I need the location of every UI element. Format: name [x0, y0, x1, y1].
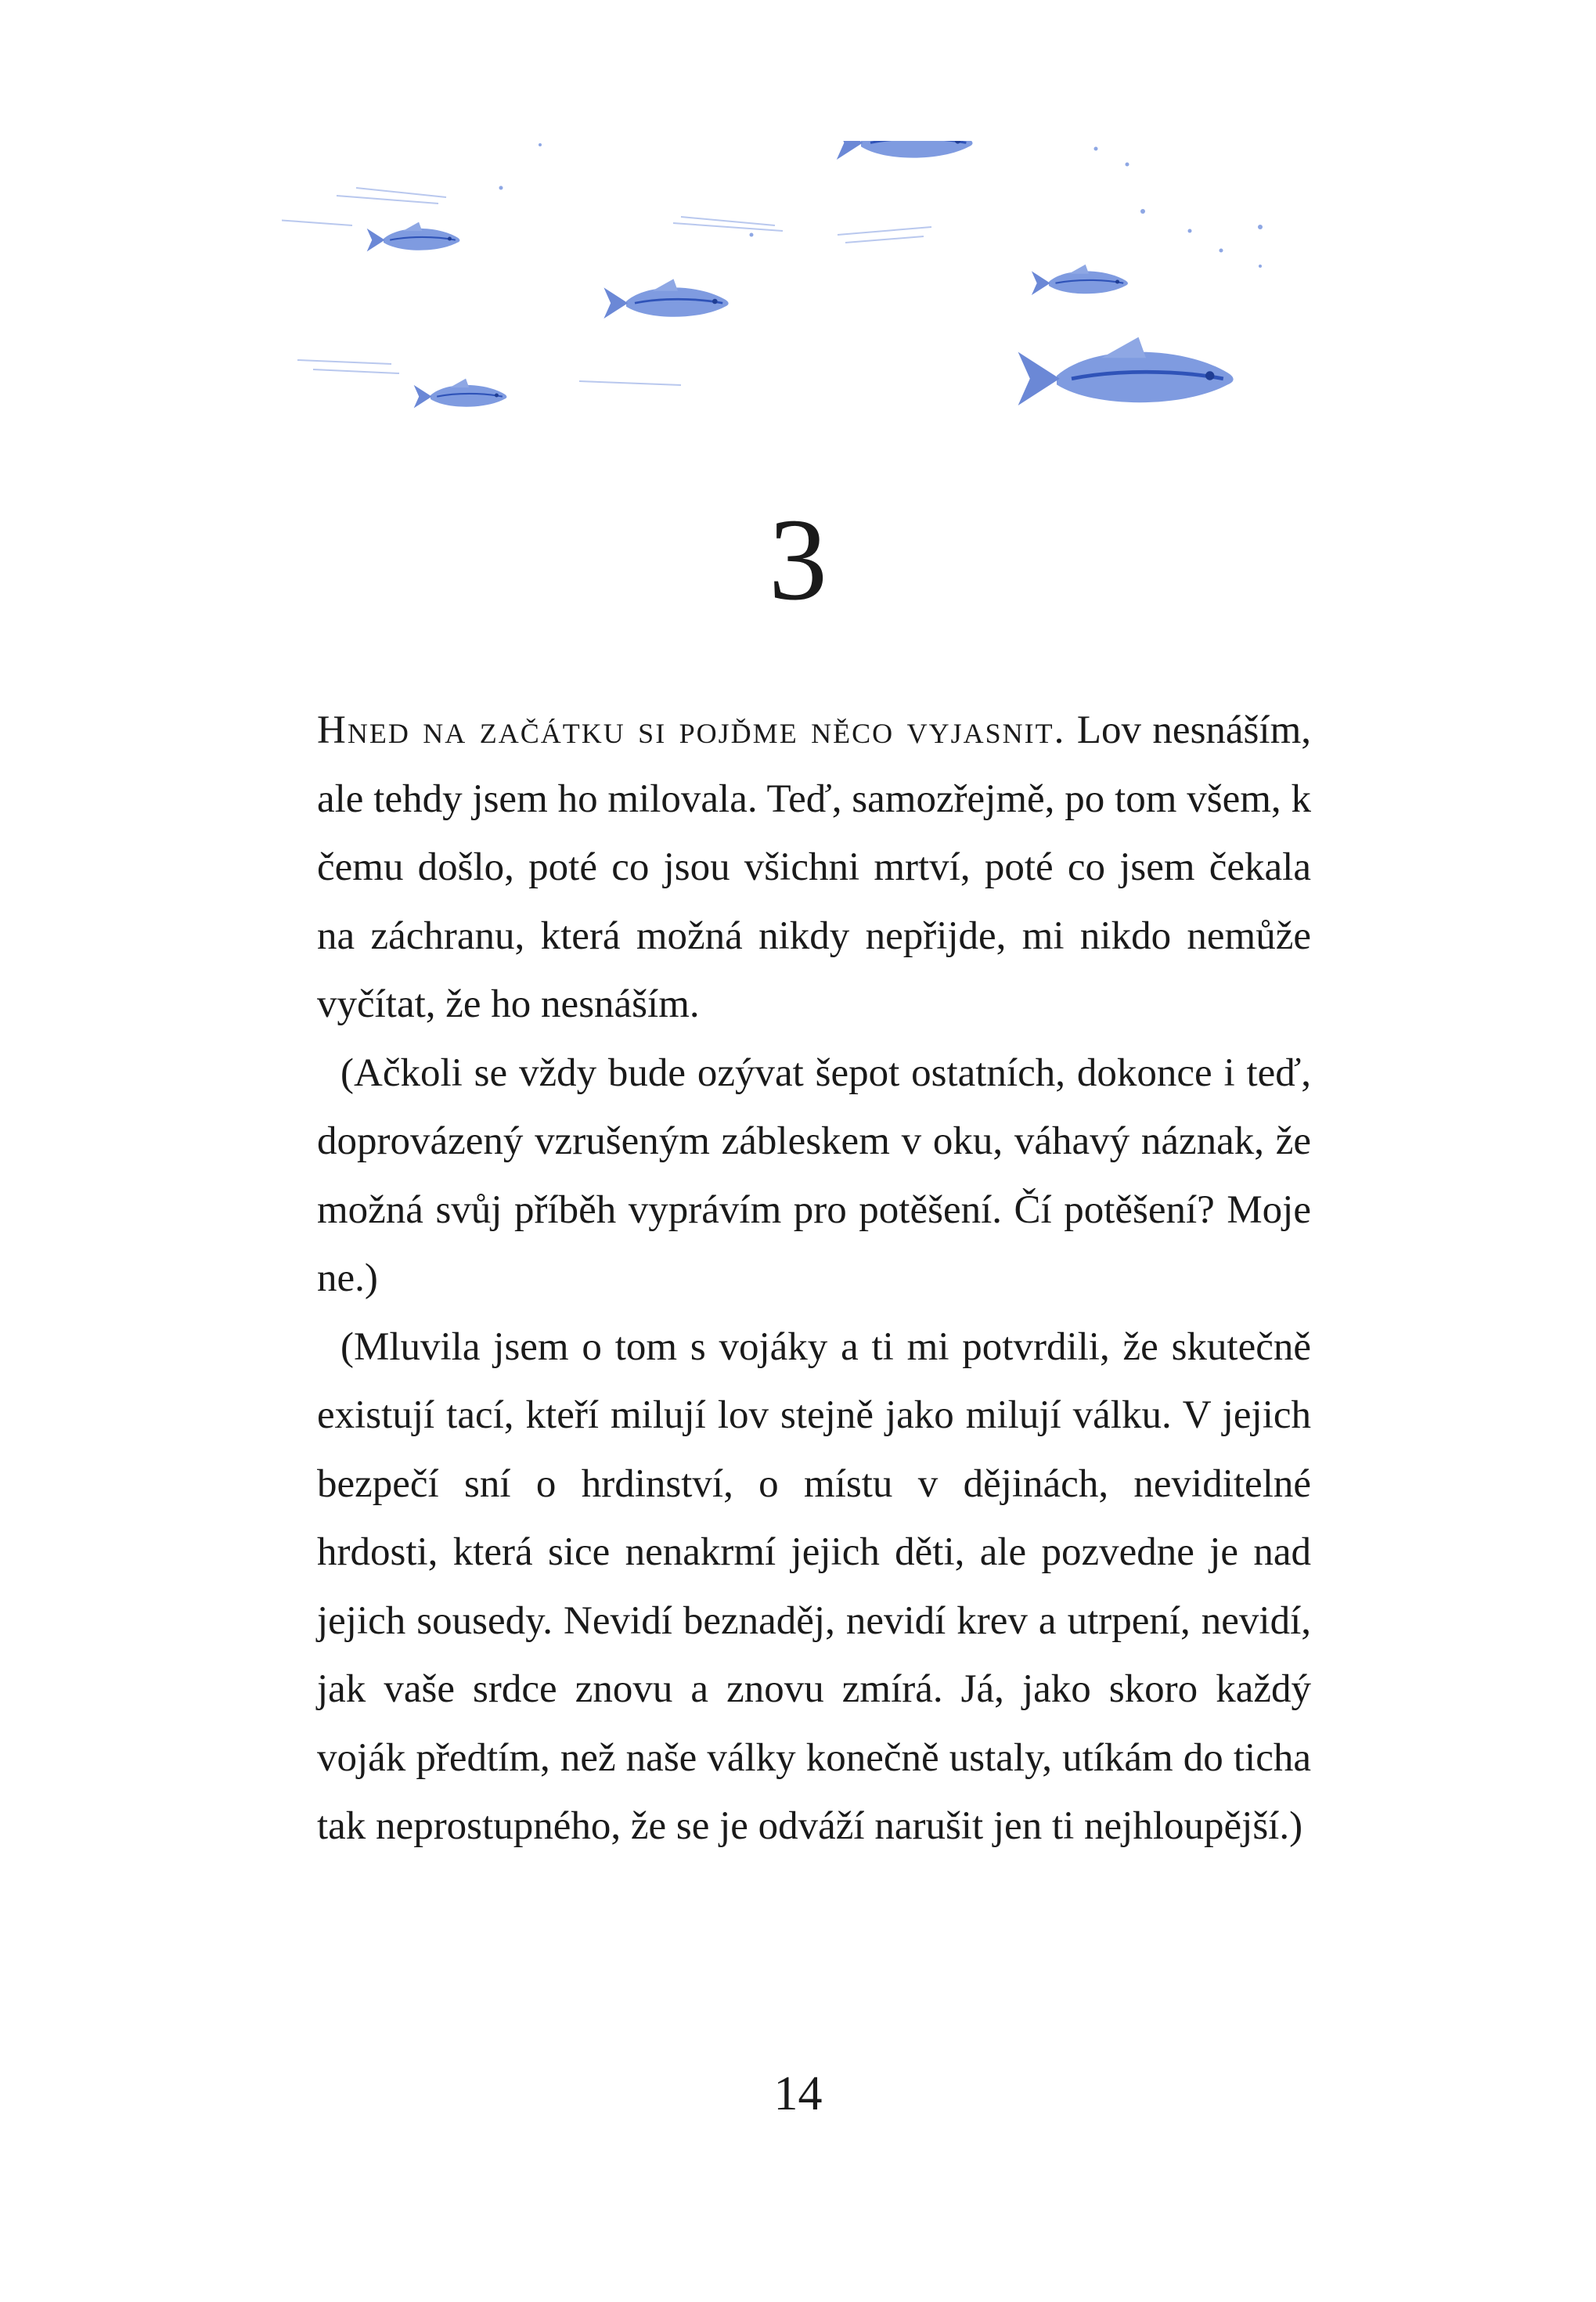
paragraph: (Ačkoli se vždy bude ozývat šepot ostatních, dokonce i teď, doprovázený vzrušeným zábleskem v oku, váhavý náznak, že možná svůj příběh vyprávím pro potěšení. Čí potěšení? Moje ne.): [317, 1050, 1311, 1300]
paragraph: [317, 697, 1311, 1039]
body-text: [317, 697, 1311, 1861]
page-number: 14: [773, 2067, 823, 2120]
paragraph: (Mluvila jsem o tom s vojáky a ti mi potvrdili, že skutečně existují tací, kteří milují lov stejně jako milují válku. V jejich bezpečí sní o hrdinství, o místu v dějinách, neviditelné hrdosti, která sice nenakrmí jejich děti, ale pozvedne je nad jejich sousedy. Nevidí beznaděj, nevidí krev a utrpení, nevidí, jak vaše srdce znovu a znovu zmírá. Já, jako skoro každý voják předtím, než naše války konečně ustaly, utíkám do ticha tak neprostupného, že se je odváží narušit jen ti nejhloupější.): [317, 1324, 1311, 1848]
paragraph-text: Lov nesnáším, ale tehdy jsem ho milovala. Teď, samozřejmě, po tom všem, k čemu došlo, poté co jsou všichni mrtví, poté co jsem čekala na záchranu, která možná nikdy nepřijde, mi nikdo nemůže vyčítat, že ho nesnáším.: [317, 708, 1311, 1026]
chapter-number: 3: [769, 495, 827, 625]
opening-small-caps: Hned na začátku si pojďme něco vyjasnit.: [317, 708, 1066, 752]
